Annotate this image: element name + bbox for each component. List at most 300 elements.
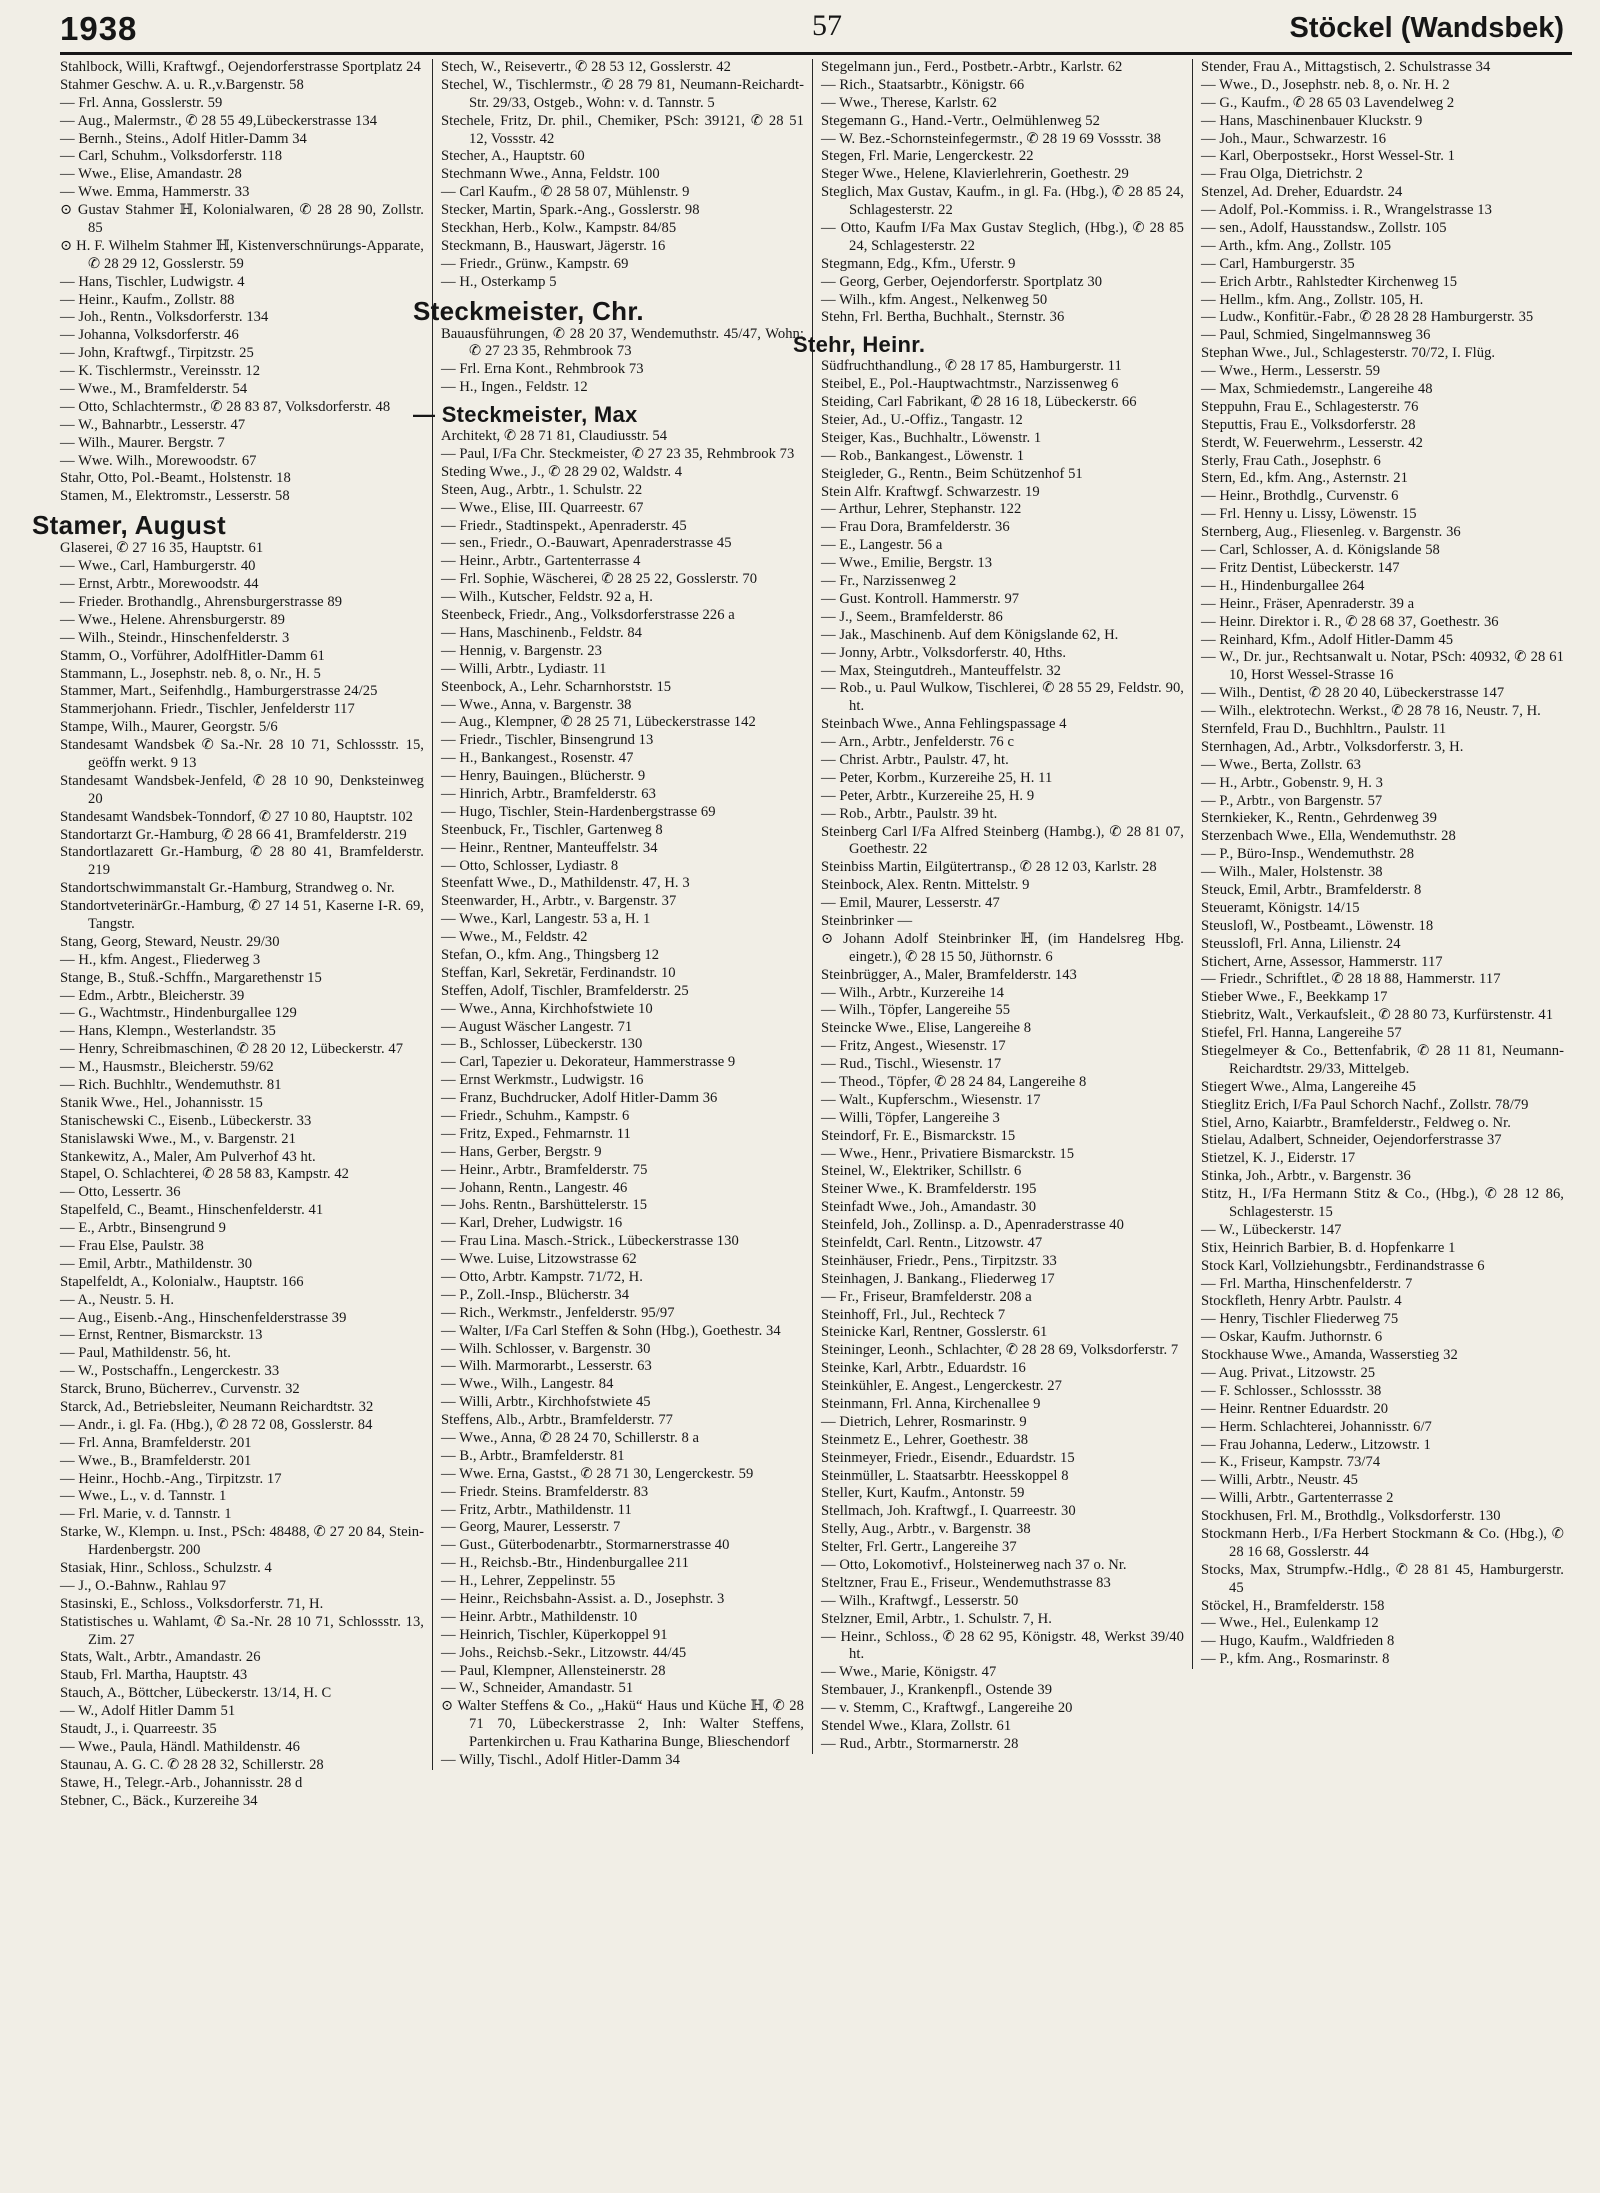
- directory-entry: — Heinr., Hochb.-Ang., Tirpitzstr. 17: [60, 1470, 282, 1487]
- directory-entry: Stiefel, Frl. Hanna, Langereihe 57: [1201, 1025, 1402, 1042]
- directory-entry: — sen., Friedr., O.-Bauwart, Apenraderstrasse 45: [441, 535, 732, 552]
- directory-entry: Steiger, Kas., Buchhaltr., Löwenstr. 1: [821, 429, 1042, 446]
- directory-entry: Stockmann Herb., I/Fa Herbert Stockmann & Co. (Hbg.), ✆ 28 16 68, Gosslerstr. 44: [1201, 1526, 1564, 1560]
- directory-entry: — Otto, Lokomotivf., Holsteinerweg nach 37 o. Nr.: [821, 1557, 1127, 1574]
- directory-entry: Sternfeld, Frau D., Buchhltrn., Paulstr. 11: [1201, 720, 1447, 737]
- directory-entry: — Frau Olga, Dietrichstr. 2: [1201, 166, 1363, 183]
- directory-entry: Stanik Wwe., Hel., Johannisstr. 15: [60, 1094, 263, 1111]
- directory-entry: — Johann, Rentn., Langestr. 46: [441, 1179, 628, 1196]
- directory-entry: — Wilh., kfm. Angest., Nelkenweg 50: [821, 291, 1048, 308]
- columns: [32, 59, 1578, 1811]
- directory-entry: — Heinr., Brothdlg., Curvenstr. 6: [1201, 488, 1399, 505]
- directory-entry: Stiegelmeyer & Co., Bettenfabrik, ✆ 28 11 81, Neumann-Reichardtstr. 29/33, Mittelgeb.: [1201, 1042, 1564, 1077]
- directory-entry: Steinmetz E., Lehrer, Goethestr. 38: [821, 1431, 1029, 1448]
- directory-entry: Standesamt Wandsbek-Tonndorf, ✆ 27 10 80, Hauptstr. 102: [60, 808, 413, 825]
- directory-entry: Steigleder, G., Rentn., Beim Schützenhof 51: [821, 465, 1083, 482]
- directory-entry: Stiegert Wwe., Alma, Langereihe 45: [1201, 1078, 1416, 1095]
- directory-entry: Stitz, H., I/Fa Hermann Stitz & Co., (Hbg.), ✆ 28 12 86, Schlagesterstr. 15: [1201, 1186, 1564, 1220]
- directory-entry: — Friedr., Schuhm., Kampstr. 6: [441, 1107, 630, 1124]
- header-title: Stöckel (Wandsbek): [1289, 12, 1564, 44]
- directory-entry: — Frl. Sophie, Wäscherei, ✆ 28 25 22, Gosslerstr. 70: [441, 571, 758, 588]
- directory-entry: — Henry, Tischler Fliederweg 75: [1201, 1311, 1399, 1328]
- directory-entry: Stapelfeldt, A., Kolonialw., Hauptstr. 166: [60, 1273, 304, 1290]
- directory-entry: Sternberg, Aug., Fliesenleg. v. Bargenstr. 36: [1201, 524, 1461, 541]
- directory-entry: — P., Arbtr., von Bargenstr. 57: [1201, 792, 1383, 809]
- directory-entry: — Wwe., Karl, Langestr. 53 a, H. 1: [441, 911, 651, 928]
- directory-entry: — W., Adolf Hitler Damm 51: [60, 1703, 236, 1720]
- directory-entry: — Wwe., Therese, Karlstr. 62: [821, 94, 997, 111]
- directory-entry: — Wwe., M., Feldstr. 42: [441, 929, 588, 946]
- directory-entry: — Dietrich, Lehrer, Rosmarinstr. 9: [821, 1413, 1027, 1430]
- directory-entry: Stern, Ed., kfm. Ang., Asternstr. 21: [1201, 470, 1408, 487]
- bold-heading-entry: — Steckmeister, Max: [413, 402, 638, 428]
- directory-entry: — Wwe., Elise, Amandastr. 28: [60, 166, 242, 183]
- directory-entry: — Friedr. Steins. Bramfelderstr. 83: [441, 1483, 649, 1500]
- directory-entry: — Wwe., M., Bramfelderstr. 54: [60, 381, 248, 398]
- directory-entry: — Heinr. Arbtr., Mathildenstr. 10: [441, 1608, 638, 1625]
- directory-entry: Sternhagen, Ad., Arbtr., Volksdorferstr. 3, H.: [1201, 738, 1464, 755]
- directory-entry: Stapel, O. Schlachterei, ✆ 28 58 83, Kampstr. 42: [60, 1166, 350, 1183]
- directory-entry: — Frieder. Brothandlg., Ahrensburgerstrasse 89: [60, 593, 343, 610]
- directory-entry: — Wwe., Helene. Ahrensburgerstr. 89: [60, 611, 285, 628]
- directory-entry: Stauch, A., Böttcher, Lübeckerstr. 13/14, H. C: [60, 1685, 332, 1702]
- directory-entry: — Wwe., Herm., Lesserstr. 59: [1201, 363, 1381, 380]
- directory-entry: Stockhause Wwe., Amanda, Wasserstieg 32: [1201, 1347, 1458, 1364]
- directory-entry: — Max, Schmiedemstr., Langereihe 48: [1201, 381, 1433, 398]
- directory-entry: Stasiak, Hinr., Schloss., Schulzstr. 4: [60, 1560, 272, 1577]
- directory-entry: Stats, Walt., Arbtr., Amandastr. 26: [60, 1649, 261, 1666]
- directory-entry: — Rud., Arbtr., Stormarnerstr. 28: [821, 1735, 1019, 1752]
- directory-entry: Steenfatt Wwe., D., Mathildenstr. 47, H. 3: [441, 875, 690, 892]
- directory-entry: Stichert, Arne, Assessor, Hammerstr. 117: [1201, 953, 1443, 970]
- directory-entry: Südfruchthandlung., ✆ 28 17 85, Hamburgerstr. 11: [821, 358, 1122, 375]
- directory-entry: — Max, Steingutdreh., Manteuffelstr. 32: [821, 662, 1062, 679]
- directory-entry: — Rob., Arbtr., Paulstr. 39 ht.: [821, 805, 998, 822]
- directory-entry: — J., Seem., Bramfelderstr. 86: [821, 608, 1003, 625]
- directory-entry: — Rich., Staatsarbtr., Königstr. 66: [821, 76, 1025, 93]
- directory-entry: — Paul, Schmied, Singelmannsweg 36: [1201, 327, 1431, 344]
- directory-entry: Steinicke Karl, Rentner, Gosslerstr. 61: [821, 1324, 1048, 1341]
- directory-entry: — Otto, Schlachtermstr., ✆ 28 83 87, Volksdorferstr. 48: [60, 398, 391, 415]
- directory-entry: Stankewitz, A., Maler, Am Pulverhof 43 ht.: [60, 1148, 316, 1165]
- directory-entry: — Hans, Maschinenbauer Kluckstr. 9: [1201, 112, 1423, 129]
- directory-entry: — John, Kraftwgf., Tirpitzstr. 25: [60, 345, 254, 362]
- directory-entry: — Arn., Arbtr., Jenfelderstr. 76 c: [821, 734, 1015, 751]
- directory-entry: — Theod., Töpfer, ✆ 28 24 84, Langereihe 8: [821, 1073, 1087, 1090]
- directory-entry: — B., Arbtr., Bramfelderstr. 81: [441, 1447, 625, 1464]
- directory-entry: — Wilh. Marmorarbt., Lesserstr. 63: [441, 1358, 652, 1375]
- directory-entry: Stammann, L., Josephstr. neb. 8, o. Nr., H. 5: [60, 665, 321, 682]
- directory-entry: — P., kfm. Ang., Rosmarinstr. 8: [1201, 1651, 1390, 1668]
- directory-entry: — Willi, Töpfer, Langereihe 3: [821, 1109, 1000, 1126]
- directory-entry: — Heinr., Fräser, Apenraderstr. 39 a: [1201, 595, 1415, 612]
- directory-entry: Steinhoff, Frl., Jul., Rechteck 7: [821, 1306, 1006, 1323]
- directory-entry: — Joh., Rentn., Volksdorferstr. 134: [60, 309, 269, 326]
- directory-entry: Stelly, Aug., Arbtr., v. Bargenstr. 38: [821, 1521, 1031, 1538]
- directory-entry: StandortveterinärGr.-Hamburg, ✆ 27 14 51, Kaserne I-R. 69, Tangstr.: [60, 898, 424, 932]
- directory-entry: — Wilh. Schlosser, v. Bargenstr. 30: [441, 1340, 651, 1357]
- directory-entry: Steinbrinker —: [821, 912, 913, 929]
- directory-entry: — Wwe., Elise, III. Quarreestr. 67: [441, 499, 644, 516]
- directory-entry: — Hinrich, Arbtr., Bramfelderstr. 63: [441, 785, 656, 802]
- directory-entry: — Henry, Schreibmaschinen, ✆ 28 20 12, Lübeckerstr. 47: [60, 1041, 404, 1058]
- directory-entry: — Fritz, Angest., Wiesenstr. 17: [821, 1038, 1006, 1055]
- directory-entry: — Ludw., Konfitür.-Fabr., ✆ 28 28 28 Hamburgerstr. 35: [1201, 309, 1534, 326]
- directory-entry: — Frau Lina. Masch.-Strick., Lübeckerstrasse 130: [441, 1233, 739, 1250]
- directory-entry: Steinfeldt, Carl. Rentn., Litzowstr. 47: [821, 1235, 1043, 1251]
- directory-entry: — J., O.-Bahnw., Rahlau 97: [60, 1577, 227, 1594]
- directory-entry: — Hans, Gerber, Bergstr. 9: [441, 1143, 602, 1160]
- directory-entry: — Wwe., Henr., Privatiere Bismarckstr. 15: [821, 1145, 1075, 1162]
- directory-entry: Steinhäuser, Friedr., Pens., Tirpitzstr. 33: [821, 1252, 1057, 1269]
- directory-entry: Stehn, Frl. Bertha, Buchhalt., Sternstr. 36: [821, 309, 1065, 326]
- directory-entry: Steen, Aug., Arbtr., 1. Schulstr. 22: [441, 481, 643, 498]
- directory-entry: Steenbock, A., Lehr. Scharnhorststr. 15: [441, 678, 672, 695]
- directory-entry: — Johs. Rentn., Barshüttelerstr. 15: [441, 1197, 648, 1214]
- directory-entry: — B., Schlosser, Lübeckerstr. 130: [441, 1036, 643, 1053]
- directory-entry: — Carl, Hamburgerstr. 35: [1201, 255, 1355, 272]
- directory-entry: — Herm. Schlachterei, Johannisstr. 6/7: [1201, 1418, 1432, 1435]
- directory-entry: — Wilh., Arbtr., Kurzereihe 14: [821, 984, 1005, 1001]
- directory-entry: Stechele, Fritz, Dr. phil., Chemiker, PSch: 39121, ✆ 28 51 12, Vossstr. 42: [441, 112, 804, 147]
- directory-entry: — Heinr., Rentner, Manteuffelstr. 34: [441, 839, 658, 856]
- directory-entry: Stendel Wwe., Klara, Zollstr. 61: [821, 1718, 1012, 1735]
- directory-entry: — Wwe. Erna, Gastst., ✆ 28 71 30, Lengerckestr. 59: [441, 1465, 754, 1482]
- directory-entry: Statistisches u. Wahlamt, ✆ Sa.-Nr. 28 10 71, Schlossstr. 13, Zim. 27: [60, 1613, 424, 1648]
- directory-entry: Steinke, Karl, Arbtr., Eduardstr. 16: [821, 1360, 1026, 1377]
- directory-entry: — Jak., Maschinenb. Auf dem Königslande 62, H.: [821, 626, 1119, 643]
- directory-entry: Stegelmann jun., Ferd., Postbetr.-Arbtr., Karlstr. 62: [821, 59, 1123, 75]
- directory-entry: Stelzner, Emil, Arbtr., 1. Schulstr. 7, H.: [821, 1610, 1052, 1627]
- directory-entry: — Frl. Martha, Hinschenfelderstr. 7: [1201, 1275, 1413, 1292]
- directory-entry: — Wwe., Anna, Kirchhofstwiete 10: [441, 1000, 653, 1017]
- directory-entry: — Wwe., Berta, Zollstr. 63: [1201, 756, 1361, 773]
- directory-entry: Steusslofl, Frl. Anna, Lilienstr. 24: [1201, 935, 1401, 952]
- directory-entry: Steenbeck, Friedr., Ang., Volksdorferstrasse 226 a: [441, 607, 735, 624]
- directory-entry: Stein Alfr. Kraftwgf. Schwarzestr. 19: [821, 483, 1040, 500]
- directory-entry: Steffen, Adolf, Tischler, Bramfelderstr. 25: [441, 982, 689, 999]
- directory-entry: Stamm, O., Vorführer, AdolfHitler-Damm 61: [60, 647, 325, 664]
- directory-entry: Stietzel, K. J., Eiderstr. 17: [1201, 1150, 1356, 1167]
- directory-entry: — W., Bahnarbtr., Lesserstr. 47: [60, 416, 246, 433]
- directory-entry: — Fritz Dentist, Lübeckerstr. 147: [1201, 559, 1400, 576]
- directory-entry: — Frl. Anna, Gosslerstr. 59: [60, 94, 223, 111]
- directory-entry: — Wwe., Carl, Hamburgerstr. 40: [60, 558, 256, 575]
- directory-entry: — Friedr., Tischler, Binsengrund 13: [441, 732, 654, 749]
- directory-entry: Glaserei, ✆ 27 16 35, Hauptstr. 61: [60, 540, 264, 557]
- directory-entry: — W., Lübeckerstr. 147: [1201, 1221, 1342, 1238]
- directory-entry: Stieber Wwe., F., Beekkamp 17: [1201, 989, 1388, 1006]
- directory-entry: Sternkieker, K., Rentn., Gehrdenweg 39: [1201, 810, 1437, 827]
- header-year: 1938: [60, 10, 138, 47]
- directory-entry: — Carl, Schlosser, A. d. Königslande 58: [1201, 542, 1440, 559]
- directory-entry: — Heinr., Arbtr., Gartenterrasse 4: [441, 553, 641, 570]
- directory-entry: — Wwe., Marie, Königstr. 47: [821, 1664, 997, 1681]
- directory-entry: Stiebritz, Walt., Verkaufsleit., ✆ 28 80 73, Kurfürstenstr. 41: [1201, 1007, 1554, 1024]
- directory-entry: — H., Bankangest., Rosenstr. 47: [441, 750, 634, 767]
- directory-entry: Steinberg Carl I/Fa Alfred Steinberg (Hambg.), ✆ 28 81 07, Goethestr. 22: [821, 823, 1184, 858]
- directory-entry: — Wwe., Wilh., Langestr. 84: [441, 1376, 614, 1393]
- directory-entry: Starck, Bruno, Bücherrev., Curvenstr. 32: [60, 1381, 300, 1398]
- directory-entry: — Erich Arbtr., Rahlstedter Kirchenweg 15: [1201, 273, 1458, 290]
- directory-entry: Stenzel, Ad. Dreher, Eduardstr. 24: [1201, 184, 1403, 201]
- directory-entry: — Wwe., Anna, v. Bargenstr. 38: [441, 696, 632, 713]
- page-header: [52, 6, 1578, 52]
- directory-entry: — Rich. Buchhltr., Wendemuthstr. 81: [60, 1076, 282, 1093]
- directory-entry: — Frl. Marie, v. d. Tannstr. 1: [60, 1506, 232, 1523]
- directory-entry: — H., Reichsb.-Btr., Hindenburgallee 211: [441, 1555, 690, 1572]
- directory-entry: — Carl, Schuhm., Volksdorferstr. 118: [60, 148, 283, 165]
- directory-entry: — Fr., Narzissenweg 2: [821, 573, 957, 590]
- directory-entry: Stellmach, Joh. Kraftwgf., I. Quarreestr. 30: [821, 1503, 1076, 1520]
- directory-entry: — Adolf, Pol.-Kommiss. i. R., Wrangelstrasse 13: [1201, 202, 1492, 219]
- directory-entry: — G., Kaufm., ✆ 28 65 03 Lavendelweg 2: [1201, 94, 1455, 111]
- directory-entry: — H., Hindenburgallee 264: [1201, 577, 1365, 594]
- directory-entry: — Wwe. Emma, Hammerstr. 33: [60, 184, 250, 201]
- directory-entry: Stampe, Wilh., Maurer, Georgstr. 5/6: [60, 719, 278, 736]
- directory-entry: — sen., Adolf, Hausstandsw., Zollstr. 105: [1201, 220, 1447, 237]
- column-3: [793, 59, 1192, 1754]
- directory-entry: — A., Neustr. 5. H.: [60, 1291, 175, 1308]
- directory-entry: — Hans, Klempn., Westerlandstr. 35: [60, 1023, 276, 1040]
- directory-entry: Stebner, C., Bäck., Kurzereihe 34: [60, 1792, 258, 1809]
- directory-entry: ⊙ Johann Adolf Steinbrinker ℍ, (im Handelsreg Hbg. eingetr.), ✆ 28 15 50, Jüthornstr. 6: [821, 930, 1184, 965]
- directory-entry: — K. Tischlermstr., Vereinsstr. 12: [60, 363, 261, 380]
- directory-entry: — Heinr., Arbtr., Bramfelderstr. 75: [441, 1161, 648, 1178]
- bold-heading-entry: Stehr, Heinr.: [793, 332, 926, 358]
- directory-entry: — Franz, Buchdrucker, Adolf Hitler-Damm 36: [441, 1090, 718, 1107]
- directory-entry: — Aug., Malermstr., ✆ 28 55 49,Lübeckerstrasse 134: [60, 112, 378, 129]
- directory-entry: — Paul, Klempner, Allensteinerstr. 28: [441, 1662, 666, 1679]
- directory-entry: — Wwe., B., Bramfelderstr. 201: [60, 1452, 252, 1469]
- directory-entry: Steiding, Carl Fabrikant, ✆ 28 16 18, Lübeckerstr. 66: [821, 394, 1137, 411]
- directory-entry: — Emil, Arbtr., Mathildenstr. 30: [60, 1255, 253, 1272]
- directory-entry: Stix, Heinrich Barbier, B. d. Hopfenkarre 1: [1201, 1239, 1456, 1256]
- directory-entry: Stock Karl, Vollziehungsbtr., Ferdinandstrasse 6: [1201, 1257, 1485, 1274]
- bold-heading-entry: Steckmeister, Chr.: [413, 295, 644, 326]
- directory-entry: — F. Schlosser., Schlossstr. 38: [1201, 1382, 1382, 1399]
- directory-entry: — Wilh., elektrotechn. Werkst., ✆ 28 78 16, Neustr. 7, H.: [1201, 703, 1541, 720]
- directory-entry: — Georg, Gerber, Oejendorferstr. Sportplatz 30: [821, 273, 1103, 290]
- directory-entry: — Henry, Bauingen., Blücherstr. 9: [441, 768, 646, 785]
- directory-entry: — W. Bez.-Schornsteinfegermstr., ✆ 28 19 69 Vossstr. 38: [821, 130, 1161, 147]
- directory-entry: — Willi, Arbtr., Lydiastr. 11: [441, 660, 607, 677]
- directory-entry: — H., Lehrer, Zeppelinstr. 55: [441, 1573, 616, 1590]
- directory-entry: Steindorf, Fr. E., Bismarckstr. 15: [821, 1127, 1016, 1144]
- directory-entry: — Wilh., Dentist, ✆ 28 20 40, Lübeckerstrasse 147: [1201, 685, 1505, 702]
- directory-entry: Stahlbock, Willi, Kraftwgf., Oejendorferstrasse Sportplatz 24: [60, 59, 421, 75]
- directory-entry: — Gust., Güterbodenarbtr., Stormarnerstrasse 40: [441, 1537, 730, 1554]
- directory-entry: Steuck, Emil, Arbtr., Bramfelderstr. 8: [1201, 881, 1422, 898]
- directory-entry: Steinbock, Alex. Rentn. Mittelstr. 9: [821, 877, 1030, 894]
- directory-entry: — K., Friseur, Kampstr. 73/74: [1201, 1454, 1381, 1471]
- directory-entry: Stöckel, H., Bramfelderstr. 158: [1201, 1597, 1385, 1614]
- directory-entry: — Wwe., Paula, Händl. Mathildenstr. 46: [60, 1738, 300, 1755]
- directory-entry: Stegen, Frl. Marie, Lengerckestr. 22: [821, 148, 1034, 165]
- directory-entry: Steiner Wwe., K. Bramfelderstr. 195: [821, 1181, 1037, 1198]
- directory-entry: Stanischewski C., Eisenb., Lübeckerstr. 33: [60, 1112, 312, 1129]
- directory-entry: — Fritz, Exped., Fehmarnstr. 11: [441, 1125, 631, 1142]
- directory-entry: — Paul, I/Fa Chr. Steckmeister, ✆ 27 23 35, Rehmbrook 73: [441, 446, 795, 463]
- directory-entry: — Jonny, Arbtr., Volksdorferstr. 40, Hths.: [821, 644, 1067, 661]
- directory-entry: — Rob., Bankangest., Löwenstr. 1: [821, 447, 1025, 464]
- directory-entry: — Willi, Arbtr., Neustr. 45: [1201, 1472, 1358, 1489]
- directory-entry: — G., Wachtmstr., Hindenburgallee 129: [60, 1005, 297, 1022]
- directory-entry: Staunau, A. G. C. ✆ 28 28 32, Schillerstr. 28: [60, 1756, 324, 1773]
- directory-entry: — E., Arbtr., Binsengrund 9: [60, 1220, 226, 1237]
- directory-entry: — Wwe., Anna, ✆ 28 24 70, Schillerstr. 8 a: [441, 1430, 700, 1447]
- directory-entry: — Aug., Eisenb.-Ang., Hinschenfelderstrasse 39: [60, 1309, 347, 1326]
- directory-entry: Stange, B., Stuß.-Schffn., Margarethenstr 15: [60, 969, 322, 986]
- directory-entry: Stammerjohann. Friedr., Tischler, Jenfelderstr 117: [60, 701, 355, 718]
- directory-entry: — Wilh., Töpfer, Langereihe 55: [821, 1002, 1011, 1019]
- directory-entry: Steinbrügger, A., Maler, Bramfelderstr. 143: [821, 966, 1077, 983]
- directory-entry: — Hans, Maschinenb., Feldstr. 84: [441, 624, 643, 641]
- directory-entry: — Gust. Kontroll. Hammerstr. 97: [821, 590, 1020, 607]
- directory-entry: Steller, Kurt, Kaufm., Antonstr. 59: [821, 1485, 1025, 1502]
- directory-entry: Steincke Wwe., Elise, Langereihe 8: [821, 1020, 1032, 1037]
- directory-entry: Steibel, E., Pol.-Hauptwachtmstr., Narzissenweg 6: [821, 376, 1119, 393]
- directory-entry: Sterly, Frau Cath., Josephstr. 6: [1201, 452, 1381, 469]
- directory-entry: Stech, W., Reisevertr., ✆ 28 53 12, Gosslerstr. 42: [441, 59, 731, 75]
- directory-entry: Stecker, Martin, Spark.-Ang., Gosslerstr. 98: [441, 202, 700, 219]
- directory-entry: Steuslofl, W., Postbeamt., Löwenstr. 18: [1201, 917, 1434, 934]
- directory-entry: — H., kfm. Angest., Fliederweg 3: [60, 951, 261, 968]
- directory-entry: Steffan, Karl, Sekretär, Ferdinandstr. 10: [441, 964, 676, 981]
- directory-entry: Steppuhn, Frau E., Schlagesterstr. 76: [1201, 398, 1419, 415]
- directory-entry: — Karl, Dreher, Ludwigstr. 16: [441, 1215, 623, 1232]
- directory-entry: — Heinr. Direktor i. R., ✆ 28 68 37, Goethestr. 36: [1201, 613, 1499, 630]
- directory-entry: Stieglitz Erich, I/Fa Paul Schorch Nachf., Zollstr. 78/79: [1201, 1096, 1529, 1113]
- directory-entry: — H., Osterkamp 5: [441, 273, 557, 290]
- directory-entry: — Hellm., kfm. Ang., Zollstr. 105, H.: [1201, 291, 1424, 308]
- directory-entry: — Wwe., L., v. d. Tannstr. 1: [60, 1488, 227, 1505]
- directory-entry: Steinbiss Martin, Eilgütertransp., ✆ 28 12 03, Karlstr. 28: [821, 859, 1157, 876]
- directory-entry: — Christ. Arbtr., Paulstr. 47, ht.: [821, 751, 1009, 768]
- directory-entry: Staudt, J., i. Quarreestr. 35: [60, 1721, 217, 1738]
- directory-entry: Stanislawski Wwe., M., v. Bargenstr. 21: [60, 1130, 296, 1147]
- directory-entry: — Otto, Kaufm I/Fa Max Gustav Steglich, (Hbg.), ✆ 28 85 24, Schlagesterstr. 22: [821, 220, 1184, 254]
- directory-entry: — Wwe., Hel., Eulenkamp 12: [1201, 1615, 1379, 1632]
- directory-entry: Sterdt, W. Feuerwehrm., Lesserstr. 42: [1201, 434, 1423, 451]
- directory-entry: Stasinski, E., Schloss., Volksdorferstr. 71, H.: [60, 1595, 324, 1612]
- directory-entry: — Peter, Arbtr., Kurzereihe 25, H. 9: [821, 787, 1035, 804]
- directory-entry: — Hennig, v. Bargenstr. 23: [441, 642, 603, 659]
- directory-entry: Steenbuck, Fr., Tischler, Gartenweg 8: [441, 821, 663, 838]
- directory-entry: Standesamt Wandsbek-Jenfeld, ✆ 28 10 90, Denksteinweg 20: [60, 772, 424, 807]
- directory-entry: Stender, Frau A., Mittagstisch, 2. Schulstrasse 34: [1201, 59, 1491, 75]
- directory-entry: — Reinhard, Kfm., Adolf Hitler-Damm 45: [1201, 631, 1454, 648]
- directory-entry: — Wilh., Kraftwgf., Lesserstr. 50: [821, 1592, 1019, 1609]
- directory-entry: — Fr., Friseur, Bramfelderstr. 208 a: [821, 1288, 1032, 1305]
- bold-heading-entry: Stamer, August: [32, 510, 226, 541]
- directory-entry: — Arth., kfm. Ang., Zollstr. 105: [1201, 237, 1392, 254]
- directory-entry: — Walter, I/Fa Carl Steffen & Sohn (Hbg.), Goethestr. 34: [441, 1322, 781, 1339]
- directory-entry: Staub, Frl. Martha, Hauptstr. 43: [60, 1667, 248, 1684]
- directory-entry: — Hugo, Kaufm., Waldfrieden 8: [1201, 1633, 1395, 1650]
- directory-entry: Stielau, Adalbert, Schneider, Oejendorferstrasse 37: [1201, 1132, 1502, 1149]
- directory-entry: Stinka, Joh., Arbtr., v. Bargenstr. 36: [1201, 1168, 1411, 1185]
- directory-entry: — Wwe. Wilh., Morewoodstr. 67: [60, 452, 257, 469]
- directory-entry: — Karl, Oberpostsekr., Horst Wessel-Str. 1: [1201, 148, 1455, 165]
- directory-entry: — Peter, Korbm., Kurzereihe 25, H. 11: [821, 769, 1053, 786]
- directory-entry: Stelter, Frl. Gertr., Langereihe 37: [821, 1539, 1017, 1556]
- directory-entry: Steffens, Alb., Arbtr., Bramfelderstr. 77: [441, 1412, 674, 1429]
- directory-entry: Standortschwimmanstalt Gr.-Hamburg, Strandweg o. Nr.: [60, 880, 395, 897]
- directory-entry: — H., Arbtr., Gobenstr. 9, H. 3: [1201, 774, 1383, 791]
- directory-entry: — Emil, Maurer, Lesserstr. 47: [821, 895, 1000, 912]
- directory-entry: — Paul, Mathildenstr. 56, ht.: [60, 1345, 231, 1362]
- directory-entry: — Otto, Schlosser, Lydiastr. 8: [441, 857, 619, 874]
- directory-entry: — Heinr., Schloss., ✆ 28 62 95, Königstr. 48, Werkst 39/40 ht.: [821, 1628, 1184, 1663]
- directory-entry: Steinmann, Frl. Anna, Kirchenallee 9: [821, 1396, 1041, 1413]
- directory-entry: — Willi, Arbtr., Gartenterrasse 2: [1201, 1490, 1394, 1507]
- directory-entry: — v. Stemm, C., Kraftwgf., Langereihe 20: [821, 1700, 1073, 1717]
- directory-entry: — Wwe., Emilie, Bergstr. 13: [821, 555, 993, 572]
- directory-entry: — Frau Dora, Bramfelderstr. 36: [821, 519, 1010, 536]
- directory-entry: ⊙ H. F. Wilhelm Stahmer ℍ, Kistenverschnürungs-Apparate, ✆ 28 29 12, Gosslerstr. 59: [60, 237, 424, 272]
- directory-entry: — Otto, Lessertr. 36: [60, 1184, 181, 1201]
- directory-entry: — Oskar, Kaufm. Juthornstr. 6: [1201, 1329, 1383, 1346]
- directory-entry: Starke, W., Klempn. u. Inst., PSch: 48488, ✆ 27 20 84, Stein-Hardenbergstr. 200: [60, 1524, 424, 1559]
- directory-entry: — Johanna, Volksdorferstr. 46: [60, 327, 239, 344]
- directory-entry: Steinbach Wwe., Anna Fehlingspassage 4: [821, 716, 1067, 733]
- directory-entry: — Wwe., D., Josephstr. neb. 8, o. Nr. H. 2: [1201, 76, 1450, 93]
- directory-entry: Steltzner, Frau E., Friseur., Wendemuthstrasse 83: [821, 1574, 1111, 1591]
- directory-entry: Steding Wwe., J., ✆ 28 29 02, Waldstr. 4: [441, 463, 683, 480]
- directory-entry: Stembauer, J., Krankenpfl., Ostende 39: [821, 1682, 1053, 1699]
- directory-entry: Sterzenbach Wwe., Ella, Wendemuthstr. 28: [1201, 828, 1456, 845]
- directory-entry: Stahmer Geschw. A. u. R.,v.Bargenstr. 58: [60, 76, 304, 93]
- directory-entry: Bauausführungen, ✆ 28 20 37, Wendemuthstr. 45/47, Wohn: ✆ 27 23 35, Rehmbrook 73: [441, 325, 804, 360]
- directory-entry: — Heinr., Kaufm., Zollstr. 88: [60, 291, 235, 308]
- directory-entry: — W., Dr. jur., Rechtsanwalt u. Notar, PSch: 40932, ✆ 28 61 10, Horst Wessel-Strasse 16: [1201, 649, 1564, 684]
- directory-entry: — Johs., Reichsb.-Sekr., Litzowstr. 44/45: [441, 1644, 687, 1661]
- directory-entry: Stockhusen, Frl. M., Brothdlg., Volksdorferstr. 130: [1201, 1508, 1501, 1525]
- directory-entry: Stamen, M., Elektromstr., Lesserstr. 58: [60, 488, 290, 505]
- directory-entry: Stechmann Wwe., Anna, Feldstr. 100: [441, 166, 660, 183]
- directory-entry: Steinfadt Wwe., Joh., Amandastr. 30: [821, 1199, 1037, 1216]
- directory-entry: — Heinr. Rentner Eduardstr. 20: [1201, 1400, 1389, 1417]
- directory-entry: — Edm., Arbtr., Bleicherstr. 39: [60, 987, 245, 1004]
- directory-entry: — Andr., i. gl. Fa. (Hbg.), ✆ 28 72 08, Gosslerstr. 84: [60, 1416, 373, 1433]
- directory-entry: — Rud., Tischl., Wiesenstr. 17: [821, 1056, 1002, 1073]
- header-rule: [60, 52, 1572, 55]
- directory-entry: — Wilh., Maler, Holstenstr. 38: [1201, 864, 1383, 881]
- column-2: [413, 59, 812, 1770]
- page-number: 57: [812, 9, 842, 42]
- directory-entry: — P., Büro-Insp., Wendemuthstr. 28: [1201, 846, 1415, 863]
- directory-entry: Steinfeld, Joh., Zollinsp. a. D., Apenraderstrasse 40: [821, 1217, 1124, 1234]
- directory-entry: Stegmann, Edg., Kfm., Uferstr. 9: [821, 255, 1016, 272]
- directory-entry: — Frl. Anna, Bramfelderstr. 201: [60, 1434, 252, 1451]
- directory-entry: — Ernst, Rentner, Bismarckstr. 13: [60, 1327, 263, 1344]
- directory-entry: Stahr, Otto, Pol.-Beamt., Holstenstr. 18: [60, 470, 291, 487]
- directory-entry: Steckmann, B., Hauswart, Jägerstr. 16: [441, 237, 666, 254]
- directory-entry: Stapelfeld, C., Beamt., Hinschenfelderstr. 41: [60, 1202, 324, 1219]
- directory-entry: — Wwe. Luise, Litzowstrasse 62: [441, 1251, 637, 1268]
- directory-entry: Steier, Ad., U.-Offiz., Tangastr. 12: [821, 412, 1023, 429]
- directory-entry: Stawe, H., Telegr.-Arb., Johannisstr. 28 d: [60, 1774, 303, 1791]
- directory-entry: Steinkühler, E. Angest., Lengerckestr. 27: [821, 1378, 1062, 1395]
- directory-entry: — Aug., Klempner, ✆ 28 25 71, Lübeckerstrasse 142: [441, 714, 756, 731]
- directory-entry: — Hans, Tischler, Ludwigstr. 4: [60, 273, 245, 290]
- directory-entry: Steputtis, Frau E., Volksdorferstr. 28: [1201, 416, 1416, 433]
- directory-entry: Steinmeyer, Friedr., Eisendr., Eduardstr. 15: [821, 1449, 1075, 1466]
- directory-entry: Standortlazarett Gr.-Hamburg, ✆ 28 80 41, Bramfelderstr. 219: [60, 844, 424, 879]
- directory-entry: — Ernst, Arbtr., Morewoodstr. 44: [60, 576, 259, 593]
- directory-entry: — P., Zoll.-Insp., Blücherstr. 34: [441, 1286, 630, 1303]
